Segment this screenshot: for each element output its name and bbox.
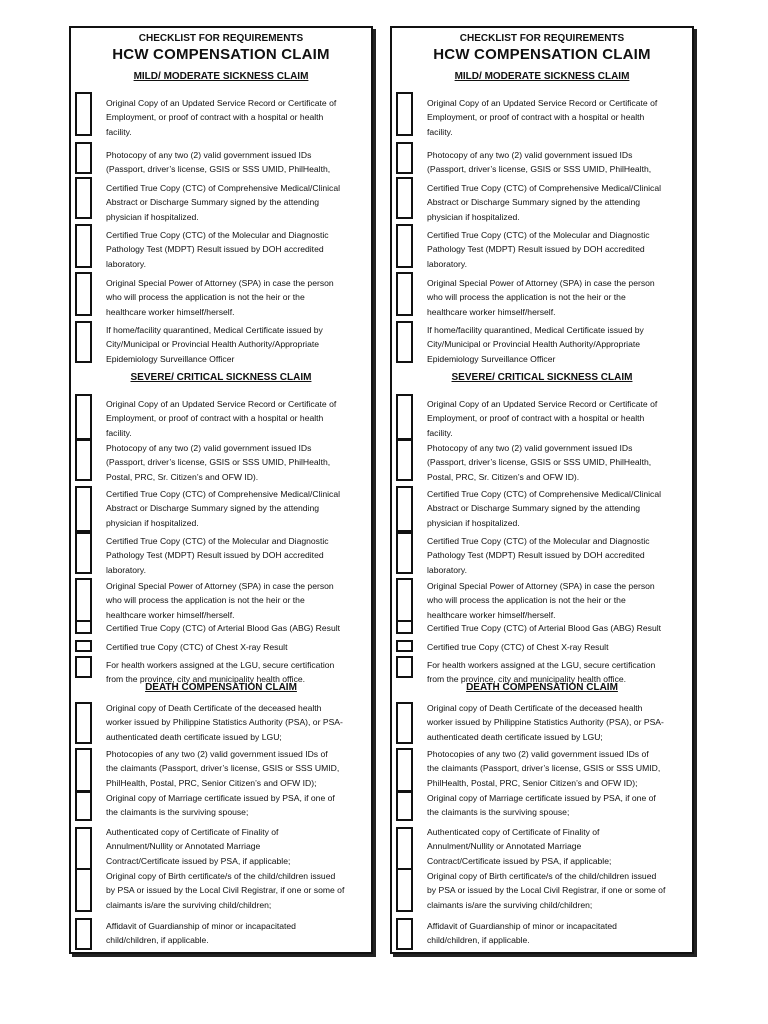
requirement-text: Authenticated copy of Certificate of Finality of Annulment/Nullity or Annotated Marriage Contract/Certificate issued by PSA, if applicable; — [106, 827, 291, 866]
checkbox[interactable] — [75, 868, 92, 912]
checkbox[interactable] — [396, 142, 413, 174]
severe-critical-heading: SEVERE/ CRITICAL SICKNESS CLAIM — [130, 372, 312, 383]
requirement-text: Affidavit of Guardianship of minor or incapacitated child/children, if applicable. — [427, 921, 617, 946]
checkbox[interactable] — [75, 578, 92, 622]
requirement-text: Original copy of Death Certificate of the deceased health worker issued by Philippine Statistics Authority (PSA), or PSA- authenticated death certificate issued by LGU; — [106, 703, 343, 742]
checkbox[interactable] — [396, 578, 413, 622]
requirement-text: Certified True Copy (CTC) of Comprehensive Medical/Clinical Abstract or Discharge Summary signed by the attending physician if hospitalized. — [427, 489, 662, 528]
checkbox[interactable] — [75, 224, 92, 268]
requirement-text: Certified True Copy (CTC) of the Molecular and Diagnostic Pathology Test (MDPT) Result issued by DOH accredited laboratory. — [427, 536, 650, 575]
requirement-text: Original copy of Birth certificate/s of the child/children issued by PSA or issued by the Local Civil Registrar, if one or some of claimants is/are the surviving child/children; — [427, 871, 666, 910]
checkbox[interactable] — [75, 640, 92, 652]
requirement-text: Certified True Copy (CTC) of Arterial Blood Gas (ABG) Result — [427, 623, 662, 633]
requirement-text: Original Copy of an Updated Service Record or Certificate of Employment, or proof of contract with a hospital or health facility. — [106, 399, 337, 438]
requirement-text: For health workers assigned at the LGU, secure certification from the province, city and municipality health office. — [106, 660, 335, 685]
checkbox[interactable] — [396, 791, 413, 821]
requirement-text: Authenticated copy of Certificate of Finality of Annulment/Nullity or Annotated Marriage Contract/Certificate issued by PSA, if applicable; — [427, 827, 612, 866]
requirement-text: Original copy of Birth certificate/s of the child/children issued by PSA or issued by the Local Civil Registrar, if one or some of claimants is/are the surviving child/children; — [106, 871, 345, 910]
checkbox[interactable] — [396, 868, 413, 912]
checkbox[interactable] — [396, 92, 413, 136]
checkbox[interactable] — [396, 827, 413, 871]
requirement-text: Photocopy of any two (2) valid government issued IDs (Passport, driver’s license, GSIS or SSS UMID, PhilHealth, Postal, PRC, Sr. Citizen’s and OFW ID). — [106, 443, 331, 482]
checkbox[interactable] — [75, 827, 92, 871]
requirement-text: If home/facility quarantined, Medical Certificate issued by City/Municipal or Provincial Health Authority/Appropriate Epidemiology Surveillance Officer — [427, 325, 644, 364]
requirement-text: Photocopy of any two (2) valid government issued IDs (Passport, driver’s license, GSIS or SSS UMID, PhilHealth, — [427, 150, 652, 175]
checkbox[interactable] — [396, 321, 413, 363]
checkbox[interactable] — [396, 177, 413, 219]
requirement-text: Original Special Power of Attorney (SPA) in case the person who will process the application is not the heir or the healthcare worker himself/herself. — [427, 581, 655, 620]
checkbox[interactable] — [75, 394, 92, 440]
checkbox[interactable] — [75, 439, 92, 481]
death-compensation-heading: DEATH COMPENSATION CLAIM — [145, 682, 297, 693]
requirement-text: Original Copy of an Updated Service Record or Certificate of Employment, or proof of contract with a hospital or health facility. — [106, 98, 337, 137]
requirement-text: Certified True Copy (CTC) of Comprehensive Medical/Clinical Abstract or Discharge Summary signed by the attending physician if hospitalized. — [427, 183, 662, 222]
checkbox[interactable] — [396, 486, 413, 532]
requirement-text: Certified True Copy (CTC) of the Molecular and Diagnostic Pathology Test (MDPT) Result issued by DOH accredited laboratory. — [106, 536, 329, 575]
mild-moderate-heading: MILD/ MODERATE SICKNESS CLAIM — [454, 71, 630, 82]
checkbox[interactable] — [75, 321, 92, 363]
checkbox[interactable] — [75, 702, 92, 744]
checkbox[interactable] — [396, 394, 413, 440]
checkbox[interactable] — [75, 620, 92, 634]
checkbox[interactable] — [396, 532, 413, 574]
checkbox[interactable] — [396, 640, 413, 652]
requirement-text: If home/facility quarantined, Medical Certificate issued by City/Municipal or Provincial Health Authority/Appropriate Epidemiology Surveillance Officer — [106, 325, 323, 364]
requirement-text: Photocopies of any two (2) valid government issued IDs of the claimants (Passport, driver’s license, GSIS or SSS UMID, PhilHealth, Postal, PRC, Senior Citizen’s and OFW ID); — [427, 749, 661, 788]
requirement-text: Original Copy of an Updated Service Record or Certificate of Employment, or proof of contract with a hospital or health facility. — [427, 399, 658, 438]
checkbox[interactable] — [396, 918, 413, 950]
mild-moderate-heading: MILD/ MODERATE SICKNESS CLAIM — [133, 71, 309, 82]
claim-title: HCW COMPENSATION CLAIM — [433, 46, 651, 63]
severe-critical-heading: SEVERE/ CRITICAL SICKNESS CLAIM — [451, 372, 633, 383]
requirement-text: Certified True Copy (CTC) of the Molecular and Diagnostic Pathology Test (MDPT) Result issued by DOH accredited laboratory. — [427, 230, 650, 269]
checkbox[interactable] — [396, 272, 413, 316]
checkbox[interactable] — [75, 142, 92, 174]
claim-title: HCW COMPENSATION CLAIM — [112, 46, 330, 63]
requirement-text: Original Special Power of Attorney (SPA) in case the person who will process the application is not the heir or the healthcare worker himself/herself. — [106, 278, 334, 317]
requirement-text: Certified true Copy (CTC) of Chest X-ray Result — [427, 642, 609, 652]
checkbox[interactable] — [75, 177, 92, 219]
checkbox[interactable] — [75, 791, 92, 821]
requirement-text: Affidavit of Guardianship of minor or incapacitated child/children, if applicable. — [106, 921, 296, 946]
checklist-card-right — [390, 26, 694, 954]
checklist-subtitle: CHECKLIST FOR REQUIREMENTS — [459, 33, 625, 44]
requirement-text: Certified True Copy (CTC) of the Molecular and Diagnostic Pathology Test (MDPT) Result issued by DOH accredited laboratory. — [106, 230, 329, 269]
checkbox[interactable] — [396, 656, 413, 678]
checkbox[interactable] — [396, 620, 413, 634]
requirement-text: Original copy of Marriage certificate issued by PSA, if one of the claimants is the surviving spouse; — [106, 793, 335, 818]
requirement-text: Original Copy of an Updated Service Record or Certificate of Employment, or proof of contract with a hospital or health facility. — [427, 98, 658, 137]
requirement-text: Photocopy of any two (2) valid government issued IDs (Passport, driver’s license, GSIS or SSS UMID, PhilHealth, — [106, 150, 331, 175]
checkbox[interactable] — [75, 486, 92, 532]
checkbox[interactable] — [396, 224, 413, 268]
checklist-card-left — [69, 26, 373, 954]
checkbox[interactable] — [75, 748, 92, 792]
checkbox[interactable] — [75, 92, 92, 136]
death-compensation-heading: DEATH COMPENSATION CLAIM — [466, 682, 618, 693]
requirement-text: Original copy of Marriage certificate issued by PSA, if one of the claimants is the surviving spouse; — [427, 793, 656, 818]
requirement-text: Photocopy of any two (2) valid government issued IDs (Passport, driver’s license, GSIS or SSS UMID, PhilHealth, Postal, PRC, Sr. Citizen’s and OFW ID). — [427, 443, 652, 482]
requirement-text: Certified True Copy (CTC) of Comprehensive Medical/Clinical Abstract or Discharge Summary signed by the attending physician if hospitalized. — [106, 489, 341, 528]
checkbox[interactable] — [75, 918, 92, 950]
requirement-text: Original Special Power of Attorney (SPA) in case the person who will process the application is not the heir or the healthcare worker himself/herself. — [427, 278, 655, 317]
checkbox[interactable] — [396, 748, 413, 792]
checkbox[interactable] — [75, 272, 92, 316]
checkbox[interactable] — [75, 532, 92, 574]
requirement-text: Original copy of Death Certificate of the deceased health worker issued by Philippine Statistics Authority (PSA), or PSA- authenticated death certificate issued by LGU; — [427, 703, 664, 742]
checkbox[interactable] — [396, 702, 413, 744]
requirement-text: Certified true Copy (CTC) of Chest X-ray Result — [106, 642, 288, 652]
requirement-text: Original Special Power of Attorney (SPA) in case the person who will process the application is not the heir or the healthcare worker himself/herself. — [106, 581, 334, 620]
checkbox[interactable] — [75, 656, 92, 678]
requirement-text: Certified True Copy (CTC) of Comprehensive Medical/Clinical Abstract or Discharge Summary signed by the attending physician if hospitalized. — [106, 183, 341, 222]
requirement-text: Certified True Copy (CTC) of Arterial Blood Gas (ABG) Result — [106, 623, 341, 633]
requirement-text: Photocopies of any two (2) valid government issued IDs of the claimants (Passport, driver’s license, GSIS or SSS UMID, PhilHealth, Postal, PRC, Senior Citizen’s and OFW ID); — [106, 749, 340, 788]
requirement-text: For health workers assigned at the LGU, secure certification from the province, city and municipality health office. — [427, 660, 656, 685]
checkbox[interactable] — [396, 439, 413, 481]
checklist-subtitle: CHECKLIST FOR REQUIREMENTS — [138, 33, 304, 44]
